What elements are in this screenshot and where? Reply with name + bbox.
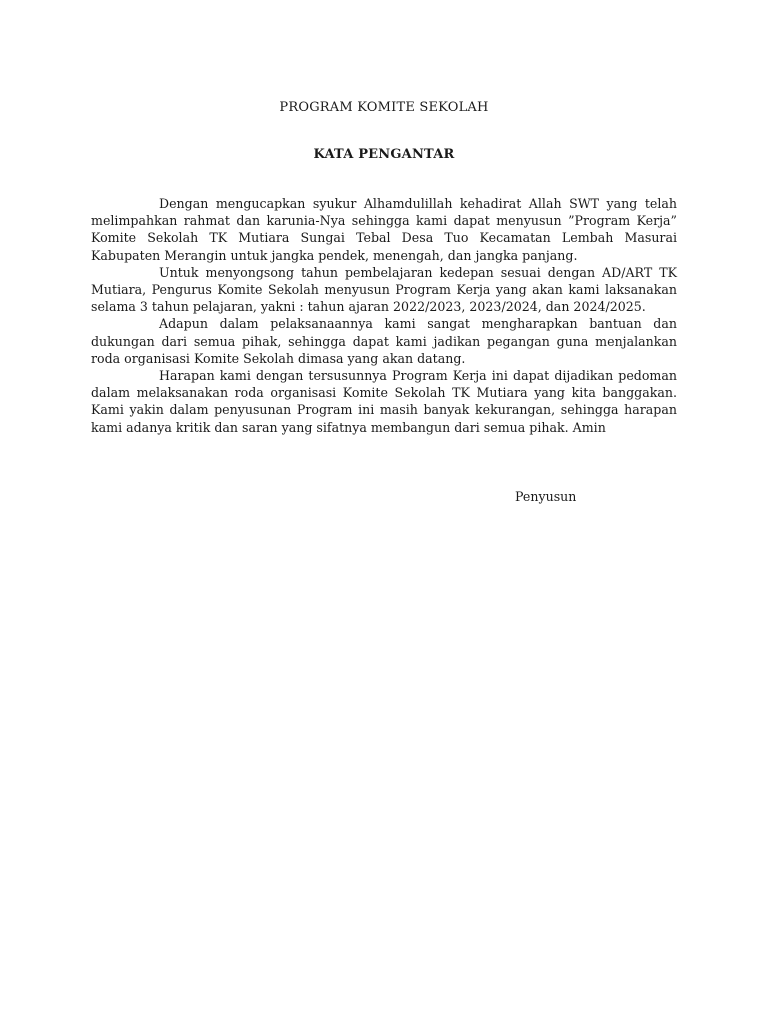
- paragraph-2: Untuk menyongsong tahun pembelajaran kedepan sesuai dengan AD/ART TK Mutiara, Pengurus Komite Sekolah menyusun Program Kerja yang akan kami laksanakan selama 3 tahun pelajaran, yakni : tahun ajaran 2022/2023, 2023/2024, dan 2024/2025.: [91, 264, 677, 315]
- body-text: [91, 195, 677, 436]
- paragraph-3: Adapun dalam pelaksanaannya kami sangat mengharapkan bantuan dan dukungan dari semua pihak, sehingga dapat kami jadikan pegangan guna menjalankan roda organisasi Komite Sekolah dimasa yang akan datang.: [91, 316, 677, 366]
- document-title: PROGRAM KOMITE SEKOLAH: [279, 100, 489, 115]
- paragraph-1: Dengan mengucapkan syukur Alhamdulillah kehadirat Allah SWT yang telah melimpahkan rahmat dan karunia-Nya sehingga kami dapat menyusun ”Program Kerja” Komite Sekolah TK Mutiara Sungai Tebal Desa Tuo Kecamatan Lembah Masurai Kabupaten Merangin untuk jangka pendek, menengah, dan jangka panjang.: [91, 196, 677, 263]
- signature-label: Penyusun: [515, 489, 577, 504]
- document-subtitle: KATA PENGANTAR: [313, 147, 455, 162]
- paragraph-4: Harapan kami dengan tersusunnya Program Kerja ini dapat dijadikan pedoman dalam melaksanakan roda organisasi Komite Sekolah TK Mutiara yang kita banggakan. Kami yakin dalam penyusunan Program ini masih banyak kekurangan, sehingga harapan kami adanya kritik dan saran yang sifatnya membangun dari semua pihak. Amin: [91, 368, 677, 435]
